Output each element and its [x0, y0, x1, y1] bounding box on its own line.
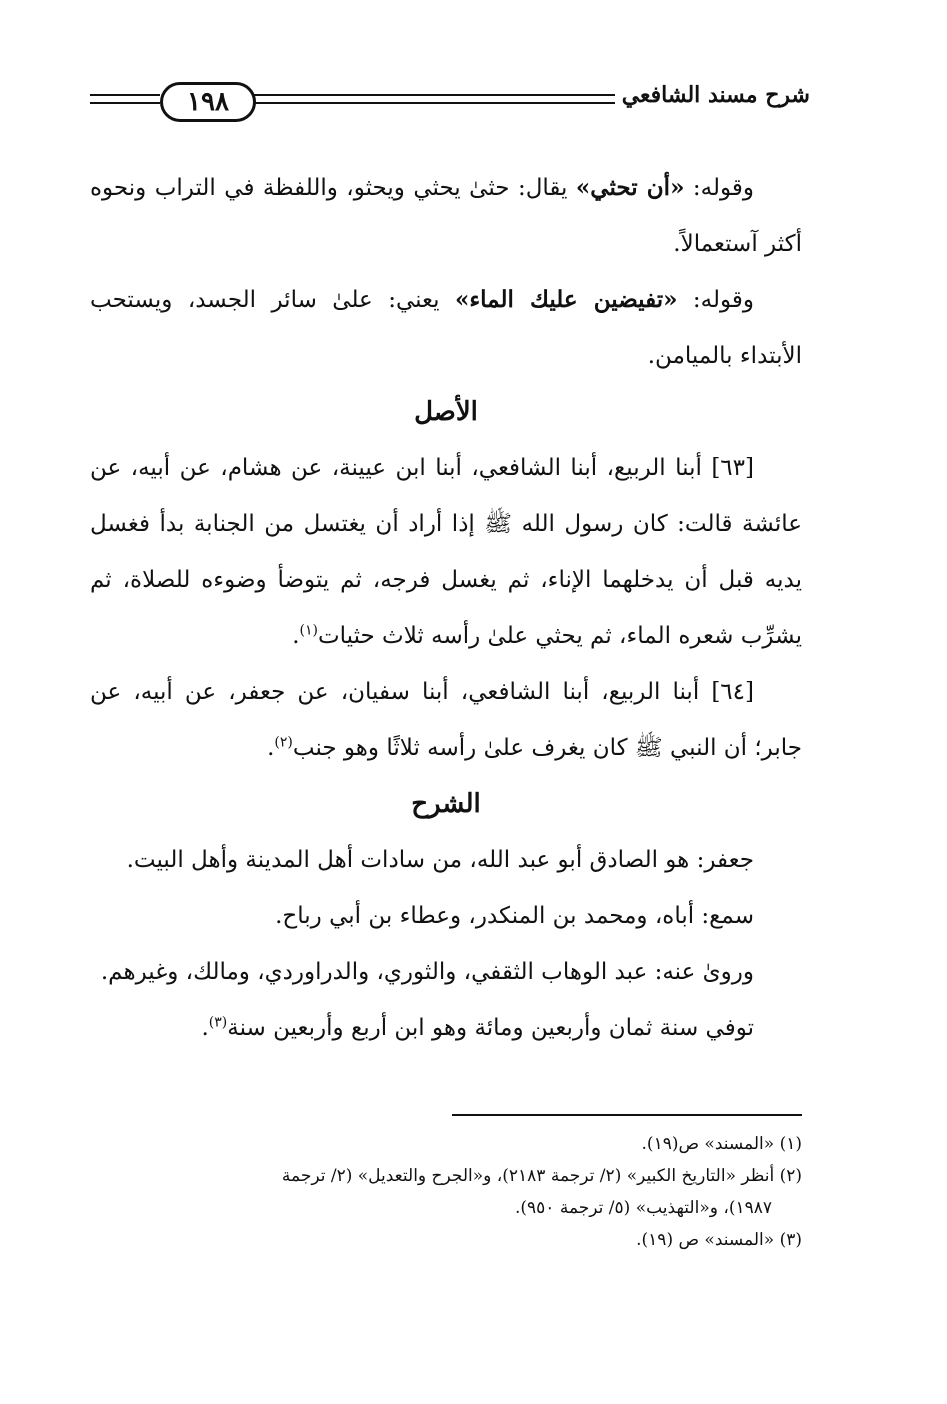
footnote-2-line-2: ١٩٨٧)، و«التهذيب» (٥/ ترجمة ٩٥٠).	[514, 1198, 772, 1218]
p1-text: يقال: حثىٰ يحثي ويحثو، واللفظة في التراب ونحوه أكثر آستعمالاً.	[90, 175, 802, 257]
hadith-64	[90, 664, 802, 776]
p1-quoted-term: «أن تحثي»	[575, 174, 685, 201]
main-text	[90, 160, 802, 1056]
sharh-4-text: توفي سنة ثمان وأربعين ومائة وهو ابن أربع وأربعين سنة	[227, 1015, 754, 1041]
page-header	[90, 70, 810, 130]
p2-quoted-term: «تفيضين عليك الماء»	[454, 286, 678, 313]
hadith-63-text: [٦٣] أبنا الربيع، أبنا الشافعي، أبنا ابن عيينة، عن هشام، عن أبيه، عن عائشة قالت: كان رسول الله ﷺ إذا أراد أن يغتسل من الجنابة بدأ فغسل يديه قبل أن يدخلهما الإناء، ثم يغسل فرجه، ثم يتوضأ وضوءه للصلاة، ثم يشرِّب شعره الماء، ثم يحثي علىٰ رأسه ثلاث حثيات	[90, 455, 802, 649]
footnote-ref-1[interactable]: (١)	[299, 622, 318, 639]
hadith-64-text: [٦٤] أبنا الربيع، أبنا الشافعي، أبنا سفيان، عن جعفر، عن أبيه، عن جابر؛ أن النبي ﷺ كان يغرف علىٰ رأسه ثلاثًا وهو جنب	[90, 679, 802, 761]
footnote-2-line-1: (٢) أنظر «التاريخ الكبير» (٢/ ترجمة ٢١٨٣)، و«الجرح والتعديل» (٢/ ترجمة	[281, 1166, 802, 1186]
hadith-63-end: .	[292, 623, 300, 649]
paragraph-2	[90, 272, 802, 384]
hadith-64-end: .	[267, 735, 275, 761]
sharh-paragraph-1: جعفر: هو الصادق أبو عبد الله، من سادات أهل المدينة وأهل البيت.	[126, 847, 754, 873]
header-rule-middle	[245, 94, 615, 104]
page-number: ١٩٨	[187, 87, 229, 117]
heading-sharh: الشرح	[411, 789, 481, 819]
page-number-badge	[160, 82, 256, 122]
footnote-3: (٣) «المسند» ص (١٩).	[636, 1230, 802, 1250]
hadith-63	[90, 440, 802, 664]
p2-text: يعني: علىٰ سائر الجسد، ويستحب الأبتداء بالميامن.	[90, 287, 802, 369]
p2-prefix: وقوله:	[677, 287, 754, 313]
paragraph-1	[90, 160, 802, 272]
heading-asl: الأصل	[414, 397, 478, 427]
footnotes	[88, 1128, 802, 1256]
footnote-separator	[452, 1114, 802, 1116]
footnote-ref-3[interactable]: (٣)	[208, 1014, 228, 1031]
footnote-1: (١) «المسند» ص(١٩).	[641, 1134, 802, 1154]
footnote-ref-2[interactable]: (٢)	[274, 734, 293, 751]
sharh-paragraph-4	[90, 1000, 802, 1056]
header-rule-left	[90, 94, 160, 104]
sharh-4-end: .	[201, 1015, 209, 1041]
sharh-paragraph-3: وروىٰ عنه: عبد الوهاب الثقفي، والثوري، والدراوردي، ومالك، وغيرهم.	[100, 959, 754, 985]
sharh-paragraph-2: سمع: أباه، ومحمد بن المنكدر، وعطاء بن أبي رباح.	[275, 903, 754, 929]
running-title: شرح مسند الشافعي	[621, 82, 810, 108]
p1-prefix: وقوله:	[684, 175, 754, 201]
